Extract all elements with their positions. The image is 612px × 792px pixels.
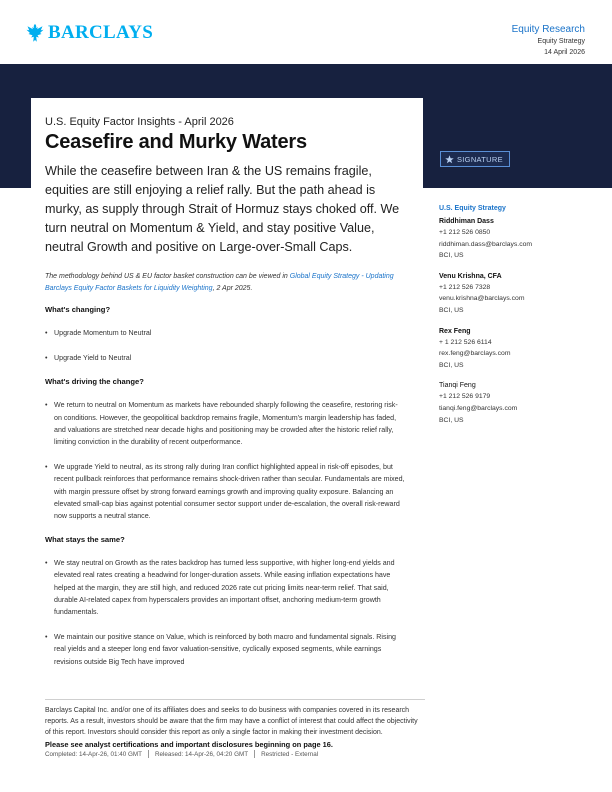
- bullet-item: • We return to neutral on Momentum as markets have rebounded sharply following the ceasefire, restoring risk-on conditions. However, the geopolitical backdrop remains fragile, Momentum's margin leadership has faded, and valuations are stretched near decade highs and positioning may be crowded after the historic relief rally, limiting conviction in the durability of recent outperformance.: [45, 399, 405, 448]
- analyst-card: [439, 271, 599, 317]
- analyst-phone: +1 212 526 9179: [439, 393, 491, 401]
- footer: [45, 699, 425, 758]
- analyst-email[interactable]: venu.krishna@barclays.com: [439, 295, 525, 303]
- report-body: [45, 305, 405, 681]
- restriction-label: Restricted - External: [261, 750, 319, 758]
- bullet-item: • Upgrade Momentum to Neutral: [45, 327, 405, 339]
- analyst-entity: BCI, US: [439, 252, 464, 260]
- section-heading-changing: What's changing?: [45, 305, 111, 314]
- methodology-link[interactable]: Global Equity Strategy - Updating Barclays Equity Factor Baskets for Liquidity Weighting: [45, 273, 394, 292]
- team: Equity Strategy: [537, 38, 585, 45]
- methodology-prefix: The methodology behind US & EU factor basket construction can be viewed in: [45, 273, 290, 280]
- released-time: Released: 14-Apr-26, 04:20 GMT: [154, 750, 249, 758]
- eagle-icon: [26, 23, 44, 43]
- analyst-name: Venu Krishna, CFA: [439, 272, 502, 280]
- signature-label: SIGNATURE: [457, 154, 503, 164]
- analyst-phone: + 1 212 526 6114: [439, 338, 492, 346]
- analyst-entity: BCI, US: [439, 306, 464, 314]
- analyst-name: Rex Feng: [439, 327, 471, 335]
- analyst-card: [439, 380, 599, 426]
- section-heading-same: What stays the same?: [45, 535, 125, 545]
- bullet-item: • We maintain our positive stance on Value, which is reinforced by both macro and fundamental signals. Rising real yields and a steeper long end favor valuation-sensitive, cyclically exposed segments, while earnings revisions outside Big Tech have improved: [45, 631, 405, 668]
- analyst-name: Riddhiman Dass: [439, 218, 494, 225]
- analyst-entity: BCI, US: [439, 361, 464, 369]
- meta-divider: [254, 750, 255, 758]
- report-summary: While the ceasefire between Iran & the US remains fragile, equities are still enjoying a relief rally. But the path ahead is murky, as supply through Strait of Hormuz stays choked off. We turn neutral on Momentum & Yield, and stay positive Value, neutral Growth and positive on Large-over-Small Caps.: [45, 164, 400, 254]
- conflict-disclosure: Barclays Capital Inc. and/or one of its affiliates does and seeks to do business with companies covered in its research reports. As a result, investors should be aware that the firm may have a conflict of interest that could affect the objectivity of this report. Investors should consider this report as only a single factor in making their investment decision.: [45, 707, 418, 736]
- star-icon: [445, 155, 454, 164]
- signature-badge: [440, 151, 510, 167]
- report-date: 14 April 2026: [544, 49, 585, 56]
- bullet-item: • We upgrade Yield to neutral, as its strong rally during Iran conflict highlighted appeal in risk-off episodes, but recent pullback reinforces that performance remains shock-driven rather than secular. Fundamentals are mixed, with margin pressure offset by strong forward earnings growth and improving quality exposure. Balancing an elevated small-cap bias against potential consumer sector support under de-escalation, the overall risk-reward now supports a neutral stance.: [45, 461, 405, 522]
- analyst-card: [439, 216, 599, 262]
- analyst-sidebar: [439, 204, 599, 435]
- report-series: U.S. Equity Factor Insights - April 2026: [45, 116, 234, 128]
- certification-notice[interactable]: Please see analyst certifications and important disclosures beginning on page 16.: [45, 740, 333, 750]
- methodology-note: [45, 271, 405, 294]
- analyst-email[interactable]: tianqi.feng@barclays.com: [439, 404, 518, 412]
- department: Equity Research: [511, 24, 585, 35]
- analyst-entity: BCI, US: [439, 416, 464, 424]
- analyst-email[interactable]: rex.feng@barclays.com: [439, 350, 511, 358]
- barclays-logo: [26, 22, 153, 44]
- analyst-name: Tianqi Feng: [439, 382, 476, 390]
- bullet-item: • Upgrade Yield to Neutral: [45, 352, 405, 364]
- report-meta: [512, 23, 585, 58]
- methodology-suffix: , 2 Apr 2025.: [212, 284, 253, 292]
- bullet-item: • We stay neutral on Growth as the rates backdrop has turned less supportive, with higher long-end yields and elevated real rates creating a headwind for longer-duration assets. While easing inflation expectations have helped at the margin, they are still high, and reduced 2026 rate cut pricing limits near-term relief. That said, durable AI-related capex from hyperscalers provides an important offset, anchoring medium-term growth fundamentals.: [45, 557, 405, 618]
- meta-divider: [148, 750, 149, 758]
- analyst-card: [439, 326, 599, 372]
- publication-meta: [45, 750, 425, 758]
- section-heading-driving: What's driving the change?: [45, 377, 144, 387]
- analyst-phone: +1 212 526 7328: [439, 283, 491, 291]
- report-title: Ceasefire and Murky Waters: [45, 131, 307, 153]
- sidebar-title: U.S. Equity Strategy: [439, 205, 506, 212]
- analyst-phone: +1 212 526 0850: [439, 229, 491, 236]
- analyst-email[interactable]: riddhiman.dass@barclays.com: [439, 240, 533, 248]
- brand-name: BARCLAYS: [48, 22, 154, 43]
- completed-time: Completed: 14-Apr-26, 01:40 GMT: [45, 750, 142, 758]
